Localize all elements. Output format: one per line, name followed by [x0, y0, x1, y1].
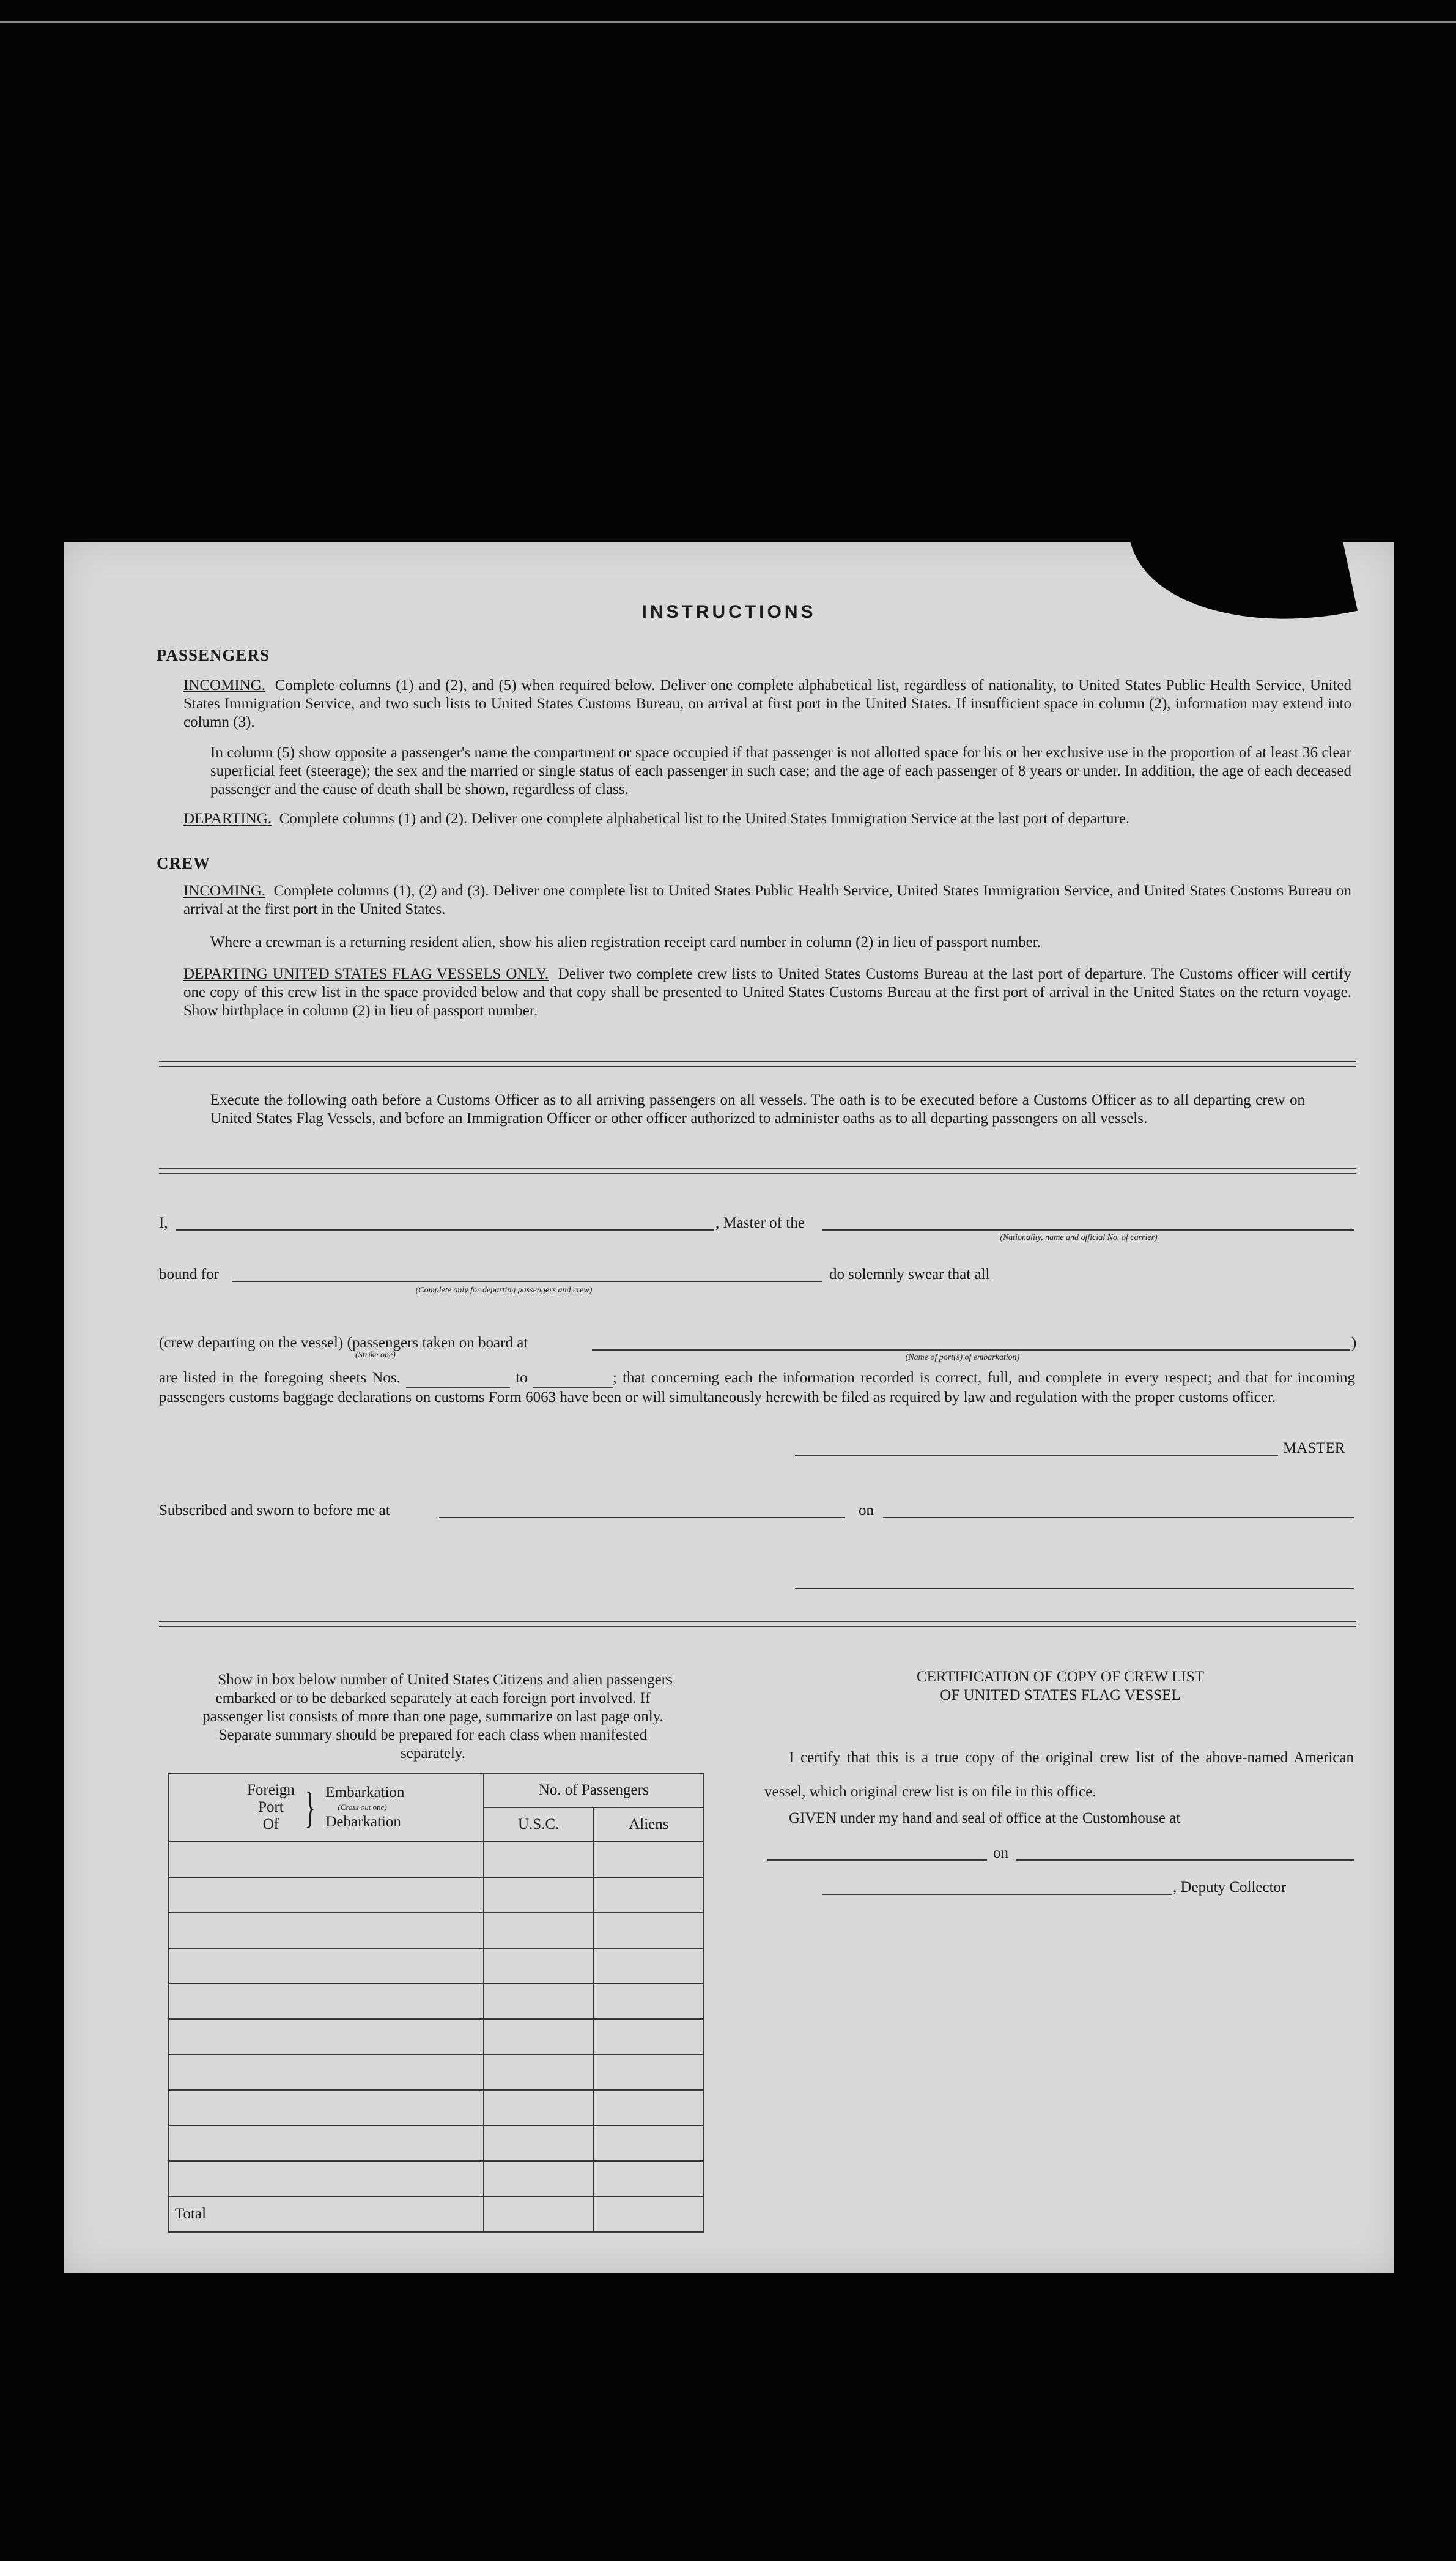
foreign-label: Foreign: [247, 1782, 295, 1798]
total-aliens-cell[interactable]: [594, 2196, 704, 2232]
carrier-field[interactable]: [822, 1229, 1354, 1231]
officer-signature-field[interactable]: [795, 1588, 1354, 1589]
master-label: MASTER: [1283, 1440, 1345, 1456]
total-label: Total: [168, 2196, 484, 2232]
aliens-header: Aliens: [594, 1807, 704, 1842]
embarkation-label: Embarkation: [325, 1784, 405, 1801]
sheets-to-field[interactable]: [533, 1369, 613, 1388]
top-border-line: [0, 21, 1456, 23]
passengers-column5-paragraph: In column (5) show opposite a passenger's name the compartment or space occupied if that passenger is not allotted space for his or her exclusive use in the proportion of at least 36 clear superficial feet (steerage); the sex and the married or single status of each passenger in such case; and the age of each passenger of 8 years or under. In addition, the age of each deceased passenger and the cause of death shall be shown, regardless of class.: [210, 744, 1351, 798]
subscribed-label: Subscribed and sworn to before me at: [159, 1502, 390, 1519]
embarkation-ports-field[interactable]: [592, 1349, 1350, 1351]
sheets-rest: ; that concerning each the information recorded is correct, full, and complete in every respect; and that for incoming passengers customs baggage declarations on customs Form 6063 have been or will simultaneously herewith be filed as required by law and regulation with the proper customs officer.: [159, 1369, 1355, 1406]
of-label: Of: [262, 1816, 279, 1833]
close-paren: ): [1351, 1335, 1357, 1351]
table-row[interactable]: [168, 2055, 704, 2090]
divider-3: [159, 1621, 1356, 1627]
master-name-field[interactable]: [176, 1229, 714, 1231]
cross-out-note: (Cross out one): [338, 1803, 387, 1812]
table-row[interactable]: [168, 1842, 704, 1877]
total-row: [168, 2196, 704, 2232]
port-header-cell: [168, 1773, 484, 1842]
summary-header-row: [168, 1773, 704, 1807]
summary-intro: Show in box below number of United States Citizens and alien passengers embarked or to be debarked separately at each foreign port involved. If passenger list consists of more than one page, summarize on last page only. Separate summary should be prepared for each class when manifested separately.: [202, 1672, 673, 1762]
no-of-passengers-header: No. of Passengers: [484, 1773, 704, 1807]
passengers-incoming-label: INCOMING.: [183, 677, 266, 694]
swear-label: do solemnly swear that all: [829, 1266, 990, 1283]
table-row[interactable]: [168, 2161, 704, 2196]
departing-note: (Complete only for departing passengers and crew): [415, 1286, 593, 1295]
oath-intro: Execute the following oath before a Customs Officer as to all arriving passengers on all vessels. The oath is to be executed before a Customs Officer as to all departing crew on United States Flag Vessels, and before an Immigration Officer or other officer authorized to administer oaths as to all departing passengers on all vessels.: [210, 1092, 1305, 1127]
passengers-heading: PASSENGERS: [157, 646, 270, 664]
sworn-date-field[interactable]: [883, 1517, 1354, 1518]
oath-i-label: I,: [159, 1215, 168, 1231]
crew-passengers-label: (crew departing on the vessel) (passengers taken on board at: [159, 1335, 528, 1351]
crew-incoming-text: Complete columns (1), (2) and (3). Deliver one complete list to United States Public Health Service, United States Immigration Service, and United States Customs Bureau on arrival at the first port in the United States.: [183, 883, 1351, 917]
passengers-departing-paragraph: [183, 810, 1351, 828]
crew-heading: CREW: [157, 854, 211, 872]
certification-text-1: I certify that this is a true copy of the original crew list of the above-named American vessel, which original crew list is on file in this office.: [764, 1749, 1354, 1800]
document-page: [64, 542, 1394, 2273]
debarkation-label: Debarkation: [325, 1814, 401, 1830]
table-row[interactable]: [168, 1877, 704, 1913]
crew-incoming-label: INCOMING.: [183, 883, 266, 899]
strike-one-note: (Strike one): [355, 1351, 396, 1360]
page-title: INSTRUCTIONS: [641, 602, 816, 622]
sheets-to-label: to: [516, 1369, 528, 1386]
sheets-paragraph: [159, 1369, 1355, 1407]
bound-for-field[interactable]: [232, 1281, 822, 1282]
carrier-note: (Nationality, name and official No. of carrier): [1000, 1233, 1158, 1242]
table-row[interactable]: [168, 1984, 704, 2019]
certification-heading-2: OF UNITED STATES FLAG VESSEL: [940, 1687, 1181, 1703]
passengers-departing-label: DEPARTING.: [183, 810, 272, 827]
table-row[interactable]: [168, 1948, 704, 1984]
certification-date-field[interactable]: [1016, 1859, 1354, 1861]
crew-returning-paragraph: Where a crewman is a returning resident alien, show his alien registration receipt card number in column (2) in lieu of passport number.: [210, 934, 1041, 951]
deputy-collector-signature-field[interactable]: [822, 1894, 1172, 1895]
table-row[interactable]: [168, 2126, 704, 2161]
table-row[interactable]: [168, 1913, 704, 1948]
passengers-incoming-text: Complete columns (1) and (2), and (5) when required below. Deliver one complete alphabetical list, regardless of nationality, to United States Public Health Service, United States Immigration Service, and two such lists to United States Customs Bureau, on arrival at first port in the United States. If insufficient space in column (2), information may extend into column (3).: [183, 677, 1352, 730]
table-row[interactable]: [168, 2019, 704, 2055]
passengers-incoming-paragraph: [183, 676, 1351, 732]
deputy-collector-label: , Deputy Collector: [1173, 1879, 1287, 1896]
certification-on-label: on: [993, 1845, 1008, 1861]
brace-icon: }: [305, 1783, 316, 1832]
crew-incoming-paragraph: [183, 882, 1351, 919]
table-row[interactable]: [168, 2090, 704, 2126]
crew-flag-text: Deliver two complete crew lists to United States Customs Bureau at the last port of departure. The Customs officer will certify one copy of this crew list in the space provided below and that copy shall be presented to United States Customs Bureau at the first port of arrival in the United States on the return voyage. Show birthplace in column (2) in lieu of passport number.: [183, 966, 1351, 1019]
customhouse-field[interactable]: [767, 1859, 987, 1861]
crew-flag-paragraph: [183, 965, 1351, 1020]
crew-flag-label: DEPARTING UNITED STATES FLAG VESSELS ONLY.: [183, 966, 549, 982]
sheets-from-field[interactable]: [406, 1369, 510, 1388]
certification-text-2: GIVEN under my hand and seal of office at the Customhouse at: [789, 1810, 1181, 1826]
sworn-on-label: on: [859, 1502, 874, 1519]
usc-header: U.S.C.: [484, 1807, 594, 1842]
port-label: Port: [258, 1799, 284, 1815]
sworn-place-field[interactable]: [439, 1517, 845, 1518]
sheets-prefix: are listed in the foregoing sheets Nos.: [159, 1369, 401, 1386]
certification-heading-1: CERTIFICATION OF COPY OF CREW LIST: [916, 1669, 1205, 1685]
total-usc-cell[interactable]: [484, 2196, 594, 2232]
passengers-departing-text: Complete columns (1) and (2). Deliver one complete alphabetical list to the United States Immigration Service at the last port of departure.: [279, 810, 1130, 827]
torn-corner: [1130, 542, 1358, 654]
passenger-summary-table: [168, 1773, 704, 2233]
divider-2: [159, 1168, 1356, 1174]
divider-1: [159, 1061, 1356, 1067]
bound-for-label: bound for: [159, 1266, 219, 1283]
ports-note: (Name of port(s) of embarkation): [905, 1353, 1020, 1362]
master-of-label: , Master of the: [715, 1215, 805, 1231]
master-signature-field[interactable]: [795, 1455, 1278, 1456]
